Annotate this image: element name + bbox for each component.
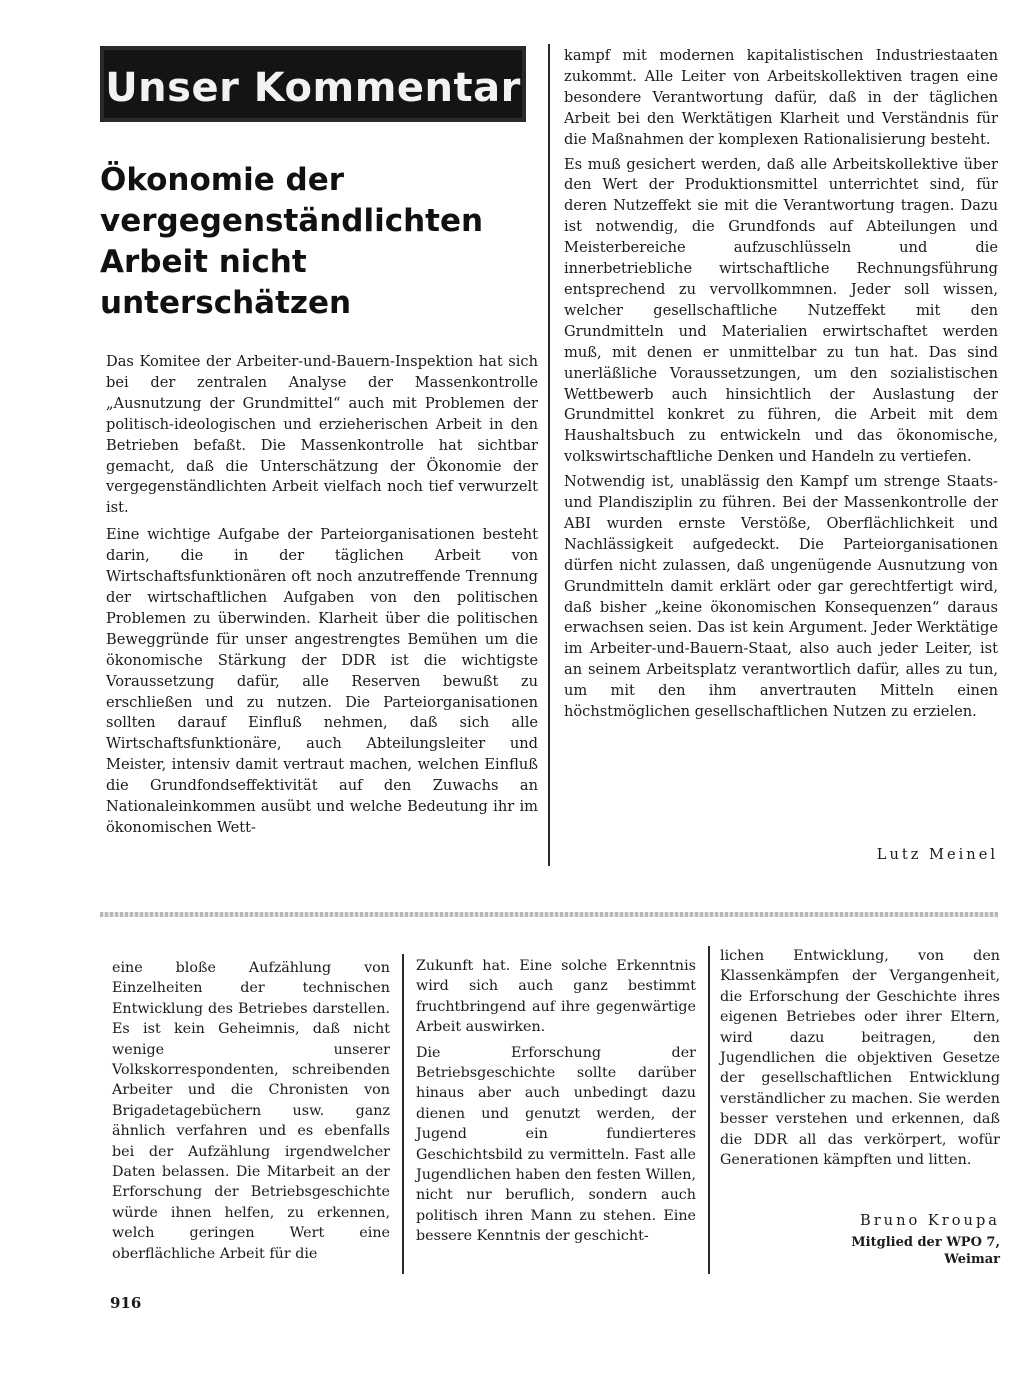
lower-column-3 <box>720 946 1000 1170</box>
author-signature: Lutz Meinel <box>876 846 998 863</box>
author-signature: Bruno Kroupa <box>859 1212 1000 1229</box>
paragraph: Notwendig ist, unablässig den Kampf um strenge Staats- und Plandisziplin zu führen. Bei der Massenkontrolle der ABI wurden ernste Verstöße, Oberflächlichkeit und Nachlässigkeit aufgedeckt. Die Parteiorganisationen dürfen nicht zulassen, daß ungenügende Ausnutzung von Grundmitteln damit erklärt oder gar gerechtfertigt wird, daß bisher „keine ökonomischen Konsequenzen“ daraus erwachsen seien. Das ist kein Argument. Jeder Werktätige im Arbeiter-und-Bauern-Staat, also auch jeder Leiter, ist an seinem Arbeitsplatz verantwortlich dafür, alles zu tun, um mit den ihm anvertrauten Mitteln einen höchstmöglichen gesellschaftlichen Nutzen zu erzielen. <box>564 473 998 721</box>
author-role: Mitglied der WPO 7, <box>851 1235 1000 1250</box>
paragraph: kampf mit modernen kapitalistischen Industriestaaten zukommt. Alle Leiter von Arbeitskollektiven tragen eine besondere Verantwortung dafür, daß in der täglichen Arbeit bei den Werktätigen Klarheit und Verständnis für die Maßnahmen der komplexen Rationalisierung besteht. <box>564 47 998 148</box>
column-divider <box>402 954 404 1274</box>
article-column-right <box>564 46 998 723</box>
section-separator <box>100 912 998 917</box>
paragraph: Es muß gesichert werden, daß alle Arbeitskollektive über den Wert der Produktionsmittel unterrichtet sind, für deren Nutzeffekt sie mit die Verantwortung tragen. Dazu ist notwendig, die Grundfonds auf Abteilungen und Meisterbereiche aufzuschlüsseln und die innerbetriebliche wirtschaftliche Rechnungsführung entsprechend zu vervollkommnen. Jeder soll wissen, welcher gesellschaftliche Nutzeffekt mit den Grundmitteln und Materialien erwirtschaftet werden muß, mit denen er unmittelbar zu tun hat. Das sind unerläßliche Voraussetzungen, um den sozialistischen Wettbewerb auch hinsichtlich der Auslastung der Grundmittel konkret zu führen, die Arbeit mit dem Haushaltsbuch zu entwickeln und das ökonomische, volkswirtschaftliche Denken und Handeln zu vertiefen. <box>564 155 998 466</box>
section-banner: Unser Kommentar <box>100 46 526 122</box>
article-headline: Ökonomie der vergegenständlichten Arbeit nicht unterschätzen <box>100 162 484 321</box>
paragraph: Zukunft hat. Eine solche Erkenntnis wird sich auch ganz bestimmt fruchtbringend auf ihre gegenwärtige Arbeit auswirken. <box>416 958 696 1036</box>
lower-column-1 <box>112 958 390 1264</box>
paragraph: lichen Entwicklung, von den Klassenkämpfen der Vergangenheit, die Erforschung der Geschichte ihres eigenen Betriebes oder ihrer Eltern, wird dazu beitragen, den Jugendlichen die objektiven Gesetze der gesellschaftlichen Entwicklung verständlicher zu machen. Sie werden besser verstehen und erkennen, daß die DDR all das verkörpert, wofür Generationen kämpften und litten. <box>720 948 1000 1169</box>
paragraph: Die Erforschung der Betriebsgeschichte sollte darüber hinaus aber auch unbedingt dazu dienen und genutzt werden, der Jugend ein fundierteres Geschichtsbild zu vermitteln. Fast alle Jugendlichen haben den festen Willen, nicht nur beruflich, sondern auch politisch ihren Mann zu stehen. Eine bessere Kenntnis der geschicht- <box>416 1044 696 1245</box>
page-number: 916 <box>110 1294 142 1312</box>
author-location: Weimar <box>944 1252 1000 1267</box>
paragraph: Eine wichtige Aufgabe der Parteiorganisationen besteht darin, die in der täglichen Arbeit von Wirtschaftsfunktionären oft noch anzutreffende Trennung der wirtschaftlichen Aufgaben von den politischen Problemen zu überwinden. Klarheit über die politischen Beweggründe für unser angestrengtes Bemühen um die ökonomische Stärkung der DDR ist die wichtigste Voraussetzung dafür, alle Reserven bewußt zu erschließen und zu nutzen. Die Parteiorganisationen sollten darauf Einfluß nehmen, daß sich alle Wirtschaftsfunktionäre, auch Abteilungsleiter und Meister, intensiv damit vertraut machen, welchen Einfluß die Grundfondseffektivität auf den Zuwachs an Nationaleinkommen ausübt und welche Bedeutung ihr im ökonomischen Wett- <box>106 526 538 836</box>
article-column-left <box>106 352 538 839</box>
paragraph: eine bloße Aufzählung von Einzelheiten der technischen Entwicklung des Betriebes darstellen. Es ist kein Geheimnis, daß nicht wenige unserer Volkskorrespondenten, schreibenden Arbeiter und die Chronisten von Brigadetagebüchern usw. ganz ähnlich verfahren und es ebenfalls bei der Aufzählung irgendwelcher Daten belassen. Die Mitarbeit an der Erforschung der Betriebsgeschichte würde ihnen helfen, zu erkennen, welch geringen Wert eine oberflächliche Arbeit für die <box>112 960 390 1262</box>
column-divider <box>708 946 710 1274</box>
lower-column-2 <box>416 956 696 1247</box>
column-divider <box>548 44 550 866</box>
paragraph: Das Komitee der Arbeiter-und-Bauern-Inspektion hat sich bei der zentralen Analyse der Massenkontrolle „Ausnutzung der Grundmittel“ auch mit Problemen der politisch-ideologischen und erzieherischen Arbeit in den Betrieben befaßt. Die Massenkontrolle hat sichtbar gemacht, daß die Unterschätzung der Ökonomie der vergegenständlichten Arbeit vielfach noch tief verwurzelt ist. <box>106 353 538 517</box>
